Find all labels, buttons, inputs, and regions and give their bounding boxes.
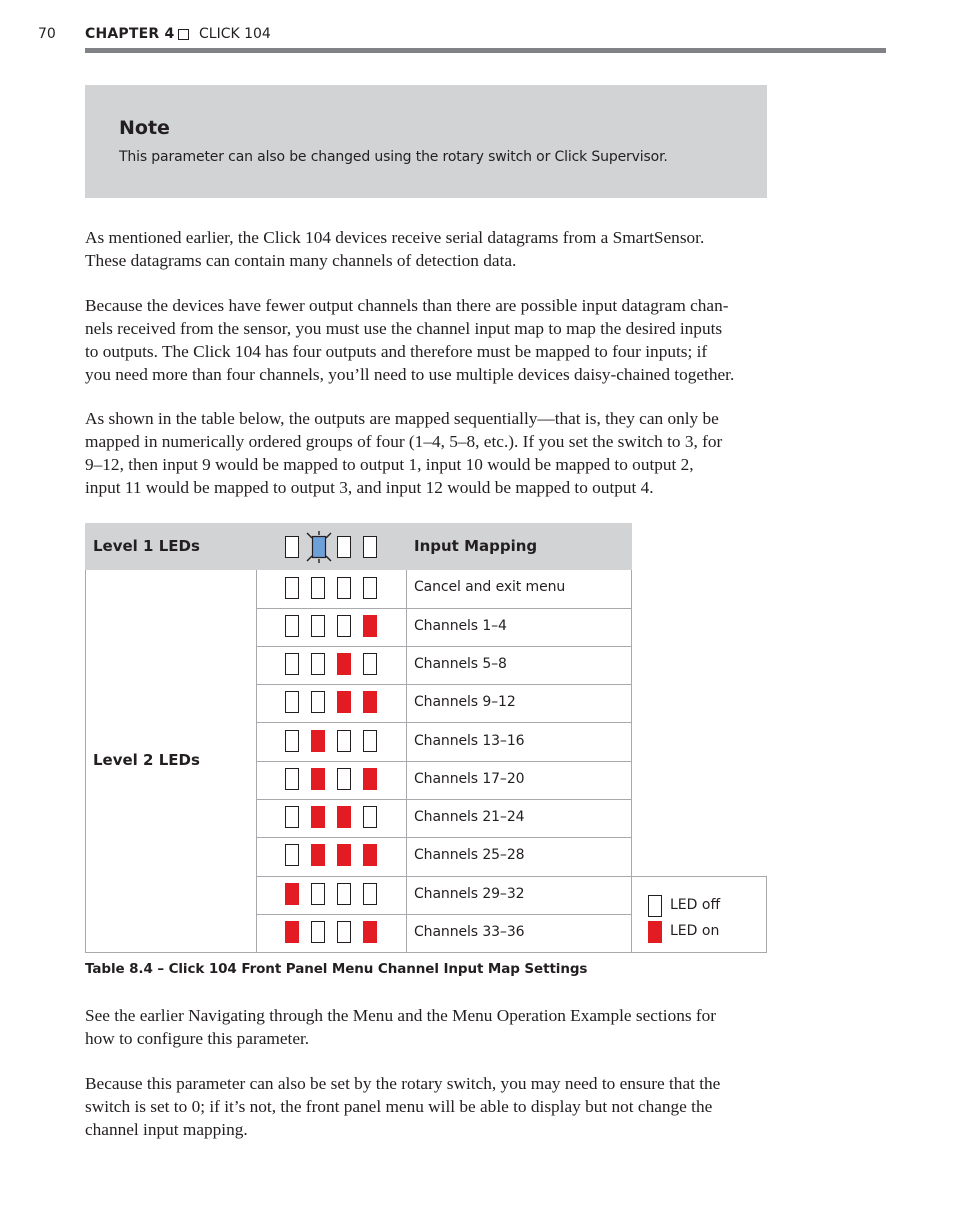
row-label: Channels 25–28: [414, 847, 525, 863]
page-header: [0, 26, 954, 46]
led-on-indicator: [337, 806, 351, 828]
text-line: to outputs. The Click 104 has four outputs and therefore must be mapped to four inputs; if: [85, 342, 708, 361]
text-line: These datagrams can contain many channels of detection data.: [85, 251, 517, 270]
row-divider: [256, 876, 632, 877]
text-line: As mentioned earlier, the Click 104 devices receive serial datagrams from a SmartSensor.: [85, 228, 705, 247]
led-on-indicator: [337, 844, 351, 866]
led-on-indicator: [337, 653, 351, 675]
led-off-indicator: [285, 768, 299, 790]
note-box: [85, 85, 767, 198]
led-off-indicator: [285, 730, 299, 752]
legend-led-on: [648, 921, 662, 943]
row-divider: [256, 914, 632, 915]
led-on-indicator: [363, 768, 377, 790]
legend-off-label: LED off: [670, 897, 721, 913]
note-title: Note: [119, 117, 170, 139]
led-off-indicator: [311, 883, 325, 905]
header-level1-label: Level 1 LEDs: [93, 537, 200, 555]
row-label: Channels 13–16: [414, 733, 525, 749]
led-on-indicator: [311, 730, 325, 752]
text-line: Because the devices have fewer output channels than there are possible input datagram chan-: [85, 296, 729, 315]
led-on-indicator: [363, 921, 377, 943]
legend-border-right: [766, 876, 767, 953]
led-off-indicator: [363, 577, 377, 599]
text-line: input 11 would be mapped to output 3, and input 12 would be mapped to output 4.: [85, 478, 654, 497]
text-line: See the earlier Navigating through the Menu and the Menu Operation Example sections for: [85, 1006, 717, 1025]
legend-on-label: LED on: [670, 923, 720, 939]
level1-led-3: [337, 536, 351, 558]
led-off-indicator: [363, 730, 377, 752]
row-label: Channels 21–24: [414, 809, 525, 825]
paragraph-1: [85, 226, 767, 272]
led-off-indicator: [337, 577, 351, 599]
row-divider: [256, 684, 632, 685]
level1-led-blinking-icon: [305, 531, 333, 563]
paragraph-4: [85, 1004, 767, 1050]
text-line: you need more than four channels, you’ll need to use multiple devices daisy-chained together.: [85, 365, 735, 384]
led-off-indicator: [285, 691, 299, 713]
led-off-indicator: [311, 691, 325, 713]
led-off-indicator: [337, 883, 351, 905]
table-caption: Table 8.4 – Click 104 Front Panel Menu Channel Input Map Settings: [85, 961, 588, 977]
text-line: Because this parameter can also be set by the rotary switch, you may need to ensure that the: [85, 1074, 721, 1093]
row-divider: [256, 722, 632, 723]
text-line: how to configure this parameter.: [85, 1029, 310, 1048]
row-divider: [256, 608, 632, 609]
border-bottom: [85, 952, 767, 953]
led-off-indicator: [363, 806, 377, 828]
led-on-indicator: [285, 921, 299, 943]
text-line: switch is set to 0; if it’s not, the front panel menu will be able to display but not change the: [85, 1097, 713, 1116]
led-on-indicator: [363, 691, 377, 713]
paragraph-2: [85, 294, 767, 386]
text-line: As shown in the table below, the outputs are mapped sequentially—that is, they can only be: [85, 409, 719, 428]
legend-border-top: [631, 876, 767, 877]
level1-led-4: [363, 536, 377, 558]
led-off-indicator: [285, 844, 299, 866]
led-off-indicator: [337, 768, 351, 790]
paragraph-3: [85, 407, 767, 499]
led-off-indicator: [285, 653, 299, 675]
row-divider: [256, 837, 632, 838]
led-on-indicator: [363, 615, 377, 637]
led-off-indicator: [285, 577, 299, 599]
led-off-indicator: [311, 615, 325, 637]
chapter-label: CHAPTER 4: [85, 26, 175, 42]
led-on-indicator: [363, 844, 377, 866]
text-line: nels received from the sensor, you must use the channel input map to map the desired inputs: [85, 319, 723, 338]
led-off-indicator: [337, 921, 351, 943]
led-off-indicator: [337, 730, 351, 752]
border-left: [85, 570, 86, 953]
led-off-indicator: [311, 653, 325, 675]
led-off-indicator: [285, 806, 299, 828]
led-on-indicator: [285, 883, 299, 905]
chapter-title: CLICK 104: [199, 26, 271, 42]
row-label: Cancel and exit menu: [414, 579, 566, 595]
led-on-indicator: [311, 844, 325, 866]
paragraph-5: [85, 1072, 767, 1141]
page-number: 70: [38, 26, 56, 42]
led-on-indicator: [337, 691, 351, 713]
row-label: Channels 5–8: [414, 656, 507, 672]
text-line: channel input mapping.: [85, 1120, 248, 1139]
separator-box-icon: [178, 29, 189, 40]
header-rule: [85, 48, 886, 53]
led-off-indicator: [363, 883, 377, 905]
legend-led-off: [648, 895, 662, 917]
led-off-indicator: [285, 615, 299, 637]
row-divider: [256, 799, 632, 800]
level2-label: Level 2 LEDs: [93, 751, 200, 769]
row-label: Channels 17–20: [414, 771, 525, 787]
row-label: Channels 9–12: [414, 694, 516, 710]
row-divider: [256, 761, 632, 762]
led-off-indicator: [363, 653, 377, 675]
row-label: Channels 1–4: [414, 618, 507, 634]
note-body: This parameter can also be changed using the rotary switch or Click Supervisor.: [119, 149, 668, 165]
led-off-indicator: [311, 921, 325, 943]
row-label: Channels 33–36: [414, 924, 525, 940]
row-label: Channels 29–32: [414, 886, 525, 902]
led-on-indicator: [311, 806, 325, 828]
led-off-indicator: [311, 577, 325, 599]
text-line: mapped in numerically ordered groups of four (1–4, 5–8, etc.). If you set the switch to 3, for: [85, 432, 723, 451]
header-mapping-label: Input Mapping: [414, 537, 538, 555]
text-line: 9–12, then input 9 would be mapped to output 1, input 10 would be mapped to output 2,: [85, 455, 694, 474]
led-on-indicator: [311, 768, 325, 790]
row-divider: [256, 646, 632, 647]
level1-led-1: [285, 536, 299, 558]
channel-map-table: [85, 523, 767, 953]
led-off-indicator: [337, 615, 351, 637]
